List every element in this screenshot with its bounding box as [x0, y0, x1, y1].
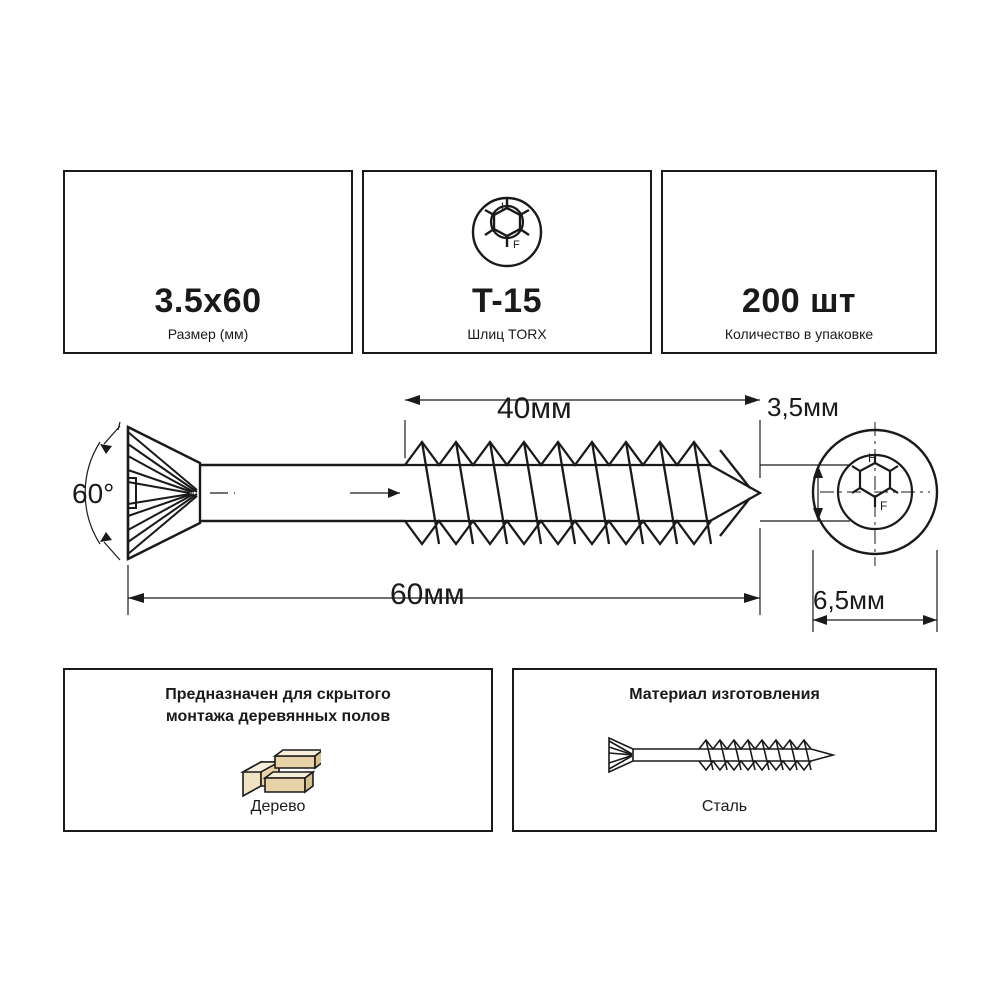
size-label: Размер (мм)	[167, 325, 249, 342]
material-caption: Сталь	[701, 798, 748, 815]
shank-diameter-dimension	[760, 465, 850, 521]
quantity-label: Количество в упаковке	[724, 325, 874, 342]
drive-value: T-15	[471, 281, 543, 320]
quantity-value: 200 шт	[741, 281, 857, 320]
wood-boards-icon	[235, 742, 321, 805]
info-box-purpose	[63, 668, 493, 832]
purpose-title	[65, 684, 491, 727]
torx-icon	[457, 186, 557, 283]
svg-text:H: H	[868, 451, 877, 465]
material-title: Материал изготовления	[629, 686, 820, 703]
purpose-caption: Дерево	[250, 798, 306, 815]
svg-text:H: H	[501, 201, 509, 213]
svg-text:F: F	[513, 239, 520, 251]
total-length-label: 60мм	[390, 578, 465, 611]
thread-length-label: 40мм	[497, 392, 572, 425]
size-value: 3.5x60	[154, 281, 262, 320]
countersunk-head-icon	[128, 427, 200, 559]
svg-text:F: F	[880, 499, 888, 513]
steel-screw-icon	[599, 732, 851, 783]
purpose-title-line1: Предназначен для скрытого	[165, 686, 391, 703]
head-angle-label: 60°	[72, 478, 115, 509]
spec-box-quantity	[661, 170, 937, 354]
head-diameter-label: 6,5мм	[813, 585, 885, 615]
drive-label: Шлиц TORX	[467, 325, 547, 342]
purpose-title-line2: монтажа деревянных полов	[165, 707, 391, 725]
spec-box-drive	[362, 170, 652, 354]
spec-box-size	[63, 170, 353, 354]
shank-diameter-label: 3,5мм	[767, 392, 839, 422]
info-box-material	[512, 668, 937, 832]
torx-head-top-view-icon	[813, 422, 937, 566]
screw-side-view-icon	[350, 442, 760, 544]
